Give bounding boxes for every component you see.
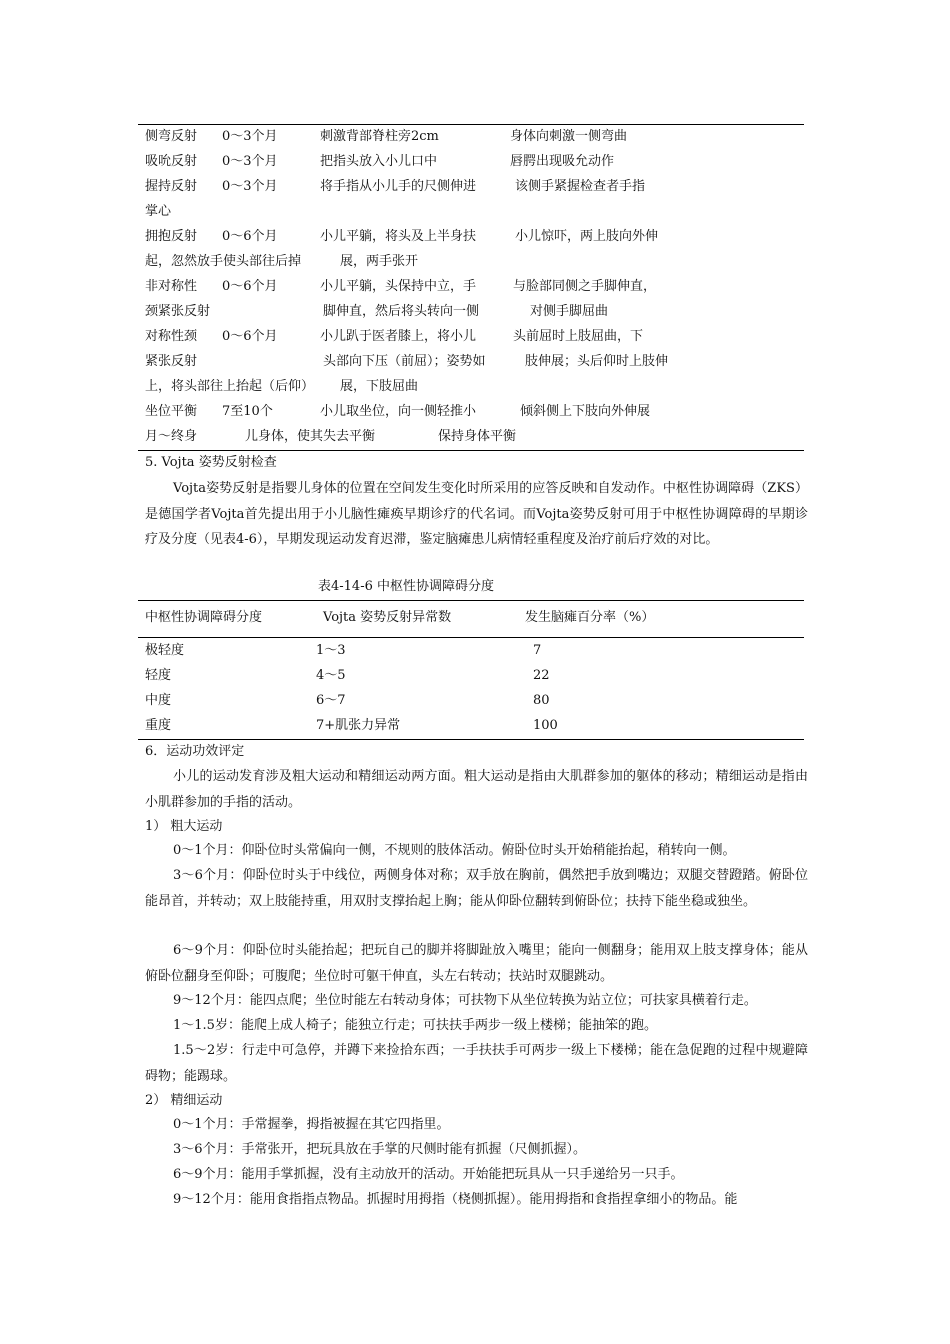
table-row: 紧张反射 头部向下压（前屈）；姿势如 肢伸展；头后仰时上肢伸 [145, 354, 669, 369]
table-row: 对称性颈 0～6个月 小儿趴于医者膝上，将小儿 头前屈时上肢屈曲，下 [145, 329, 644, 344]
section-6-intro: 小儿的运动发育涉及粗大运动和精细运动两方面。粗大运动是指由大肌群参加的躯体的移动；精细运动是指由小肌群参加的手指的活动。 [145, 769, 808, 810]
table-row: 握持反射 0～3个月 将手指从小儿手的尺侧伸进 该侧手紧握检查者手指 [145, 179, 646, 194]
table-caption: 表4-14-6 中枢性协调障碍分度 [318, 579, 495, 594]
grade-table-bottom-rule [138, 739, 804, 740]
table-bottom-rule [138, 450, 804, 451]
gross-motor-item: 6～9个月：仰卧位时头能抬起；把玩自己的脚并将脚趾放入嘴里；能向一侧翻身；能用双上肢支撑身体；能从俯卧位翻身至仰卧；可腹爬；坐位时可躯干伸直，头左右转动；扶站时双腿跳动。 [145, 943, 808, 984]
fine-motor-item: 6～9个月：能用手掌抓握，没有主动放开的活动。开始能把玩具从一只手递给另一只手。 [173, 1167, 684, 1182]
table-row: 吸吮反射 0～3个月 把指头放入小儿口中 唇腭出现吸允动作 [145, 154, 615, 169]
grade-table-header-rule [138, 637, 804, 638]
gross-motor-heading: 1） 粗大运动 [145, 819, 223, 834]
gross-motor-item: 1～1.5岁：能爬上成人椅子；能独立行走；可扶扶手两步一级上楼梯；能抽笨的跑。 [173, 1018, 657, 1033]
grade-cell: 6～7 [316, 693, 346, 708]
table-row: 坐位平衡 7至10个 小儿取坐位，向一侧轻推小 倾斜侧上下肢向外伸展 [145, 404, 651, 419]
grade-cell: 4～5 [316, 668, 346, 683]
table-top-rule [138, 124, 804, 125]
grade-cell: 80 [533, 693, 550, 708]
table-row: 侧弯反射 0～3个月 刺激背部脊柱旁2cm 身体向刺激一侧弯曲 [145, 129, 628, 144]
table-row: 掌心 [145, 204, 172, 219]
section-6-heading: 6．运动功效评定 [145, 744, 245, 759]
table-row: 起，忽然放手使头部往后掉 展，两手张开 [145, 254, 419, 269]
fine-motor-item: 0～1个月：手常握拳，拇指被握在其它四指里。 [173, 1117, 450, 1132]
grade-cell: 轻度 [145, 668, 172, 683]
grade-cell: 7 [533, 643, 542, 658]
fine-motor-item: 9～12个月：能用食指指点物品。抓握时用拇指（桡侧抓握）。能用拇指和食指捏拿细小的物品。能 [173, 1192, 738, 1207]
grade-cell: 重度 [145, 718, 172, 733]
fine-motor-item: 3～6个月：手常张开，把玩具放在手掌的尺侧时能有抓握（尺侧抓握）。 [173, 1142, 587, 1157]
grade-table-top-rule [138, 600, 804, 601]
grade-cell: 1～3 [316, 643, 346, 658]
grade-cell: 100 [533, 718, 558, 733]
table-row: 上，将头部往上抬起（后仰） 展，下肢屈曲 [145, 379, 419, 394]
gross-motor-item: 3～6个月：仰卧位时头于中线位，两侧身体对称；双手放在胸前，偶然把手放到嘴边；双腿交替蹬踏。俯卧位能昂首，并转动；双上肢能持重，用双肘支撑抬起上胸；能从仰卧位翻转到俯卧位；扶持下能坐稳或独坐。 [145, 868, 808, 909]
table-row: 拥抱反射 0～6个月 小儿平躺，将头及上半身扶 小儿惊吓，两上肢向外伸 [145, 229, 659, 244]
gross-motor-item: 0～1个月：仰卧位时头常偏向一侧，不规则的肢体活动。俯卧位时头开始稍能抬起，稍转向一侧。 [173, 843, 736, 858]
section-5-heading: 5. Vojta 姿势反射检查 [145, 455, 277, 470]
fine-motor-heading: 2） 精细运动 [145, 1093, 223, 1108]
grade-header-1: 中枢性协调障碍分度 [145, 610, 263, 625]
grade-cell: 中度 [145, 693, 172, 708]
table-row: 月～终身 儿身体，使其失去平衡 保持身体平衡 [145, 429, 517, 444]
gross-motor-item: 9～12个月：能四点爬；坐位时能左右转动身体；可扶物下从坐位转换为站立位；可扶家具横着行走。 [173, 993, 757, 1008]
grade-cell: 极轻度 [145, 643, 185, 658]
grade-cell: 22 [533, 668, 550, 683]
section-5-paragraph: Vojta姿势反射是指婴儿身体的位置在空间发生变化时所采用的应答反映和自发动作。中枢性协调障碍（ZKS）是德国学者Vojta首先提出用于小儿脑性瘫痪早期诊疗的代名词。而Vojta姿势反射可用于中枢性协调障碍的早期诊疗及分度（见表4-6），早期发现运动发育迟滞，鉴定脑瘫患儿病情轻重程度及治疗前后疗效的对比。 [145, 481, 808, 547]
gross-motor-item: 1.5～2岁：行走中可急停，并蹲下来捡拾东西；一手扶扶手可两步一级上下楼梯；能在急促跑的过程中规避障碍物；能踢球。 [145, 1043, 808, 1084]
table-row: 颈紧张反射 脚伸直，然后将头转向一侧 对侧手脚屈曲 [145, 304, 609, 319]
grade-header-3: 发生脑瘫百分率（%） [525, 610, 655, 625]
table-row: 非对称性 0～6个月 小儿平躺，头保持中立，手 与脸部同侧之手脚伸直， [145, 279, 657, 294]
grade-cell: 7+肌张力异常 [316, 718, 401, 733]
grade-header-2: Vojta 姿势反射异常数 [323, 610, 452, 625]
